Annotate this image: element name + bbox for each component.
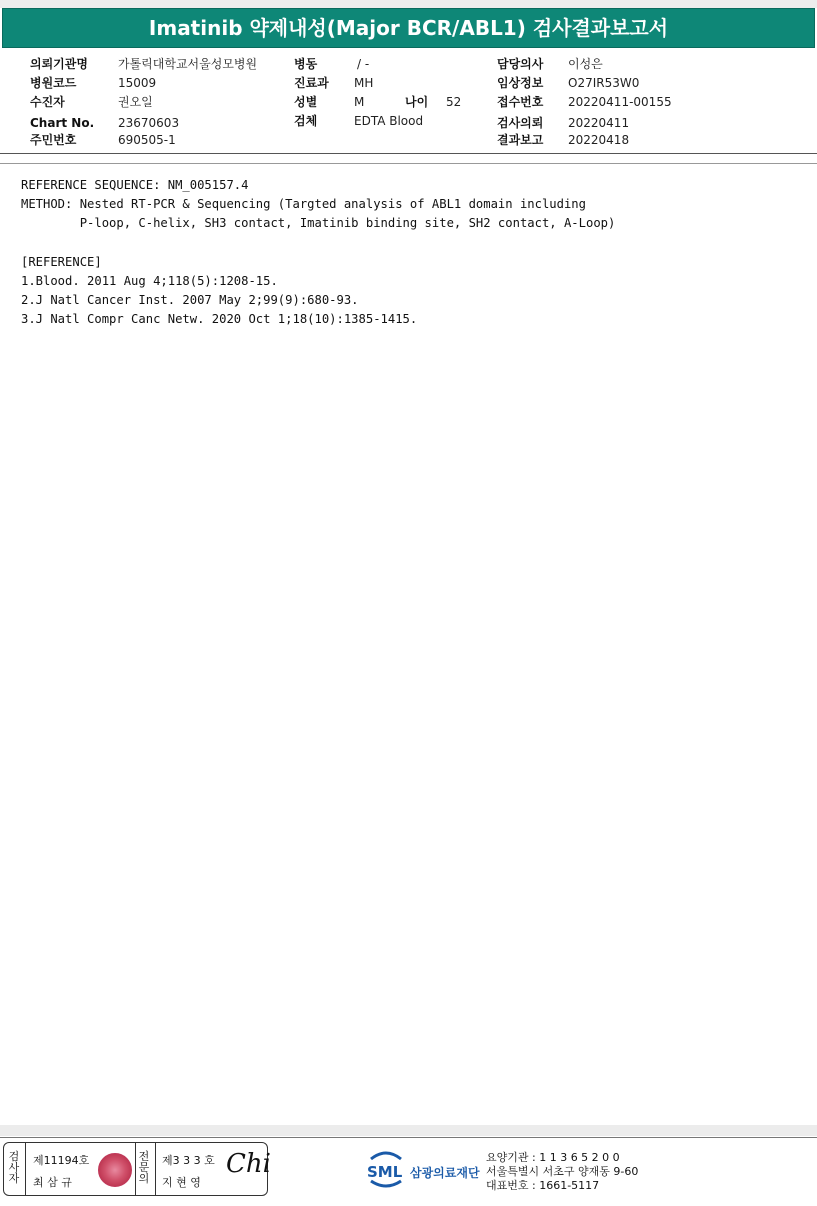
institution-code: 요양기관 : 1 1 3 6 5 2 0 0 <box>486 1151 620 1164</box>
age-label: 나이 <box>405 95 429 109</box>
patient-label: 수진자 <box>30 95 65 109</box>
reference-item-2: 2.J Natl Cancer Inst. 2007 May 2;99(9):680-93. <box>21 293 359 307</box>
doctor-value: 이성은 <box>568 57 603 71</box>
chart-no-label: Chart No. <box>30 116 95 130</box>
sex-value: M <box>354 95 365 109</box>
hospital-code-label: 병원코드 <box>30 76 77 90</box>
reference-item-3: 3.J Natl Compr Canc Netw. 2020 Oct 1;18(10):1385-1415. <box>21 312 418 326</box>
dept-label: 진료과 <box>294 76 329 90</box>
handwritten-signature: Chi <box>226 1149 271 1179</box>
patient-value: 권오일 <box>118 95 153 109</box>
top-border <box>0 0 817 8</box>
institution-value: 가톨릭대학교서울성모병원 <box>118 57 258 71</box>
examiner-number: 제11194호 <box>33 1154 90 1167</box>
hospital-code-value: 15009 <box>118 76 157 90</box>
method-line-1: METHOD: Nested RT-PCR & Sequencing (Targted analysis of ABL1 domain including <box>21 197 586 211</box>
examiner-vertical-label: 검 사 자 <box>8 1150 20 1185</box>
report-title: Imatinib 약제내성(Major BCR/ABL1) 검사결과보고서 <box>2 8 815 48</box>
footer-divider <box>0 1137 817 1138</box>
sex-label: 성별 <box>294 95 318 109</box>
specimen-value: EDTA Blood <box>354 114 424 128</box>
specialist-number: 제3 3 3 호 <box>162 1154 215 1167</box>
svg-text:SML: SML <box>367 1163 403 1181</box>
official-seal-icon <box>98 1153 132 1187</box>
institution-label: 의뢰기관명 <box>30 57 88 71</box>
request-date-value: 20220411 <box>568 116 630 130</box>
age-value: 52 <box>446 95 462 109</box>
sml-logo-icon <box>365 1149 407 1189</box>
result-date-label: 결과보고 <box>497 133 544 147</box>
signbox-divider <box>155 1143 156 1195</box>
ward-label: 병동 <box>294 57 318 71</box>
specialist-vertical-label: 전 문 의 <box>138 1150 150 1185</box>
footer-band <box>0 1125 817 1136</box>
result-date-value: 20220418 <box>568 133 630 147</box>
phone-number: 대표번호 : 1661-5117 <box>486 1179 600 1192</box>
resident-no-label: 주민번호 <box>30 133 77 147</box>
receipt-no-label: 접수번호 <box>497 95 544 109</box>
signbox-divider <box>25 1143 26 1195</box>
examiner-name: 최 삼 규 <box>33 1176 72 1189</box>
method-line-2: P-loop, C-helix, SH3 contact, Imatinib binding site, SH2 contact, A-Loop) <box>21 216 616 230</box>
clinical-info-value: O27IR53W0 <box>568 76 640 90</box>
specimen-label: 검체 <box>294 114 318 128</box>
reference-item-1: 1.Blood. 2011 Aug 4;118(5):1208-15. <box>21 274 278 288</box>
header-divider-bottom <box>0 163 817 164</box>
resident-no-value: 690505-1 <box>118 133 176 147</box>
request-date-label: 검사의뢰 <box>497 116 544 130</box>
ward-value: / - <box>357 57 370 71</box>
signature-box <box>3 1142 271 1196</box>
header-divider-top <box>0 153 817 154</box>
reference-sequence: REFERENCE SEQUENCE: NM_005157.4 <box>21 178 249 192</box>
receipt-no-value: 20220411-00155 <box>568 95 672 109</box>
dept-value: MH <box>354 76 374 90</box>
address: 서울특별시 서초구 양재동 9-60 <box>486 1165 639 1178</box>
chart-no-value: 23670603 <box>118 116 180 130</box>
signbox-divider <box>135 1143 136 1195</box>
reference-heading: [REFERENCE] <box>21 255 102 269</box>
clinical-info-label: 임상정보 <box>497 76 544 90</box>
doctor-label: 담당의사 <box>497 57 544 71</box>
specialist-name: 지 현 영 <box>162 1176 201 1189</box>
foundation-name: 삼광의료재단 <box>410 1166 480 1180</box>
